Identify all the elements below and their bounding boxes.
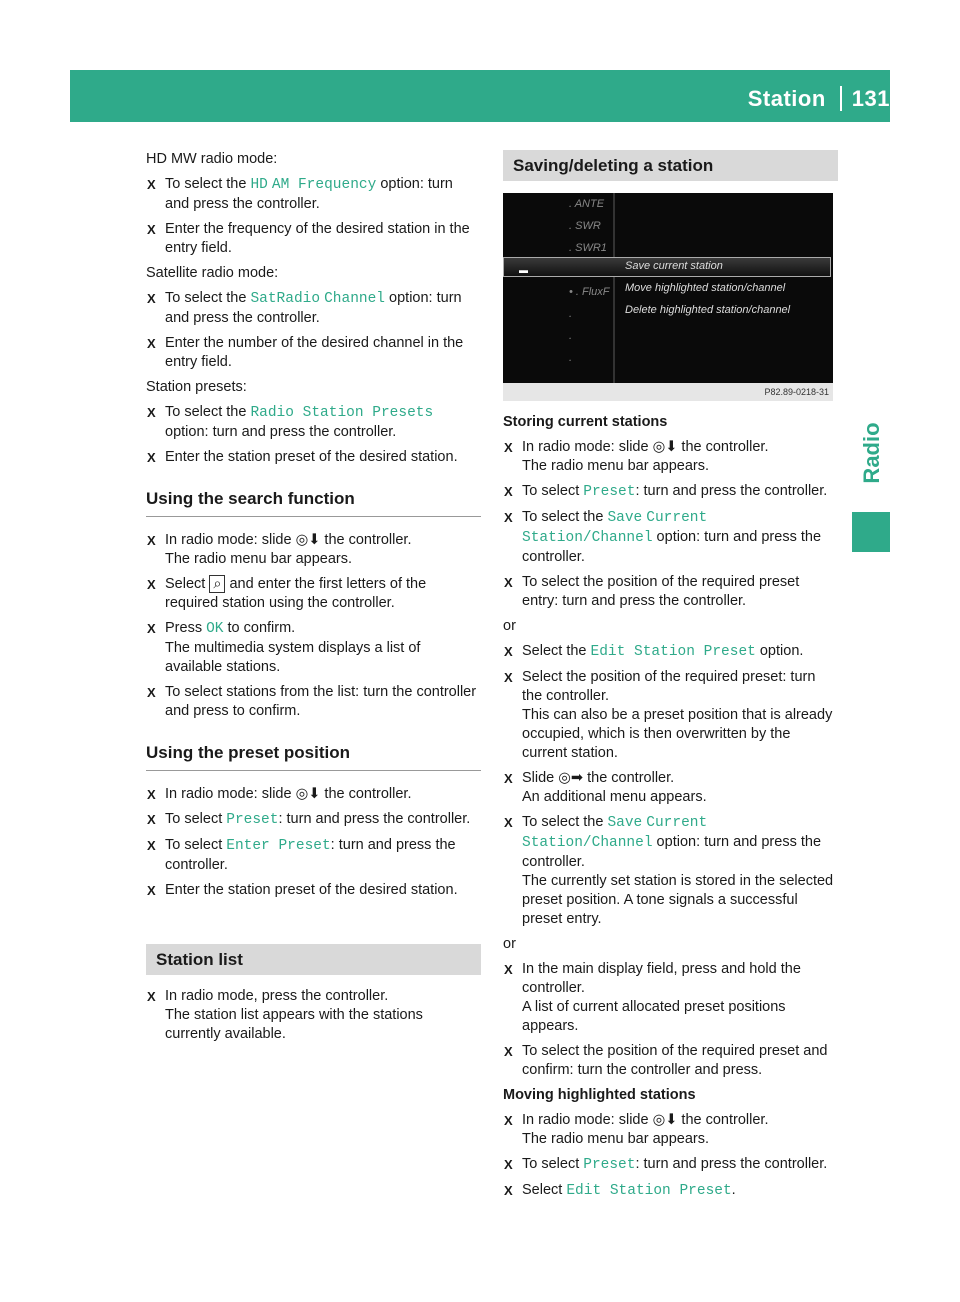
step: X To select Preset: turn and press the controller. — [146, 810, 481, 830]
or-label: or — [503, 618, 516, 634]
or-label: or — [503, 936, 516, 952]
step: X Select Edit Station Preset. — [503, 1181, 838, 1201]
step: X In radio mode: slide ◎⬇ the controller. — [146, 785, 481, 804]
step: X Enter the number of the desired channel in the entry field. — [146, 334, 481, 372]
step: X Select ⌕ and enter the first letters of the required station using the controller. — [146, 575, 481, 613]
step: X To select the Save Current Station/Channel option: turn and press the controller. The currently set station is stored in the selected preset position. A tone signals a successful preset entry. — [503, 813, 838, 929]
step: X To select the Radio Station Presets option: turn and press the controller. — [146, 403, 481, 442]
slide-down-icon: ◎⬇ — [652, 439, 678, 455]
step: X To select the HD AM Frequency option: turn and press the controller. — [146, 175, 481, 214]
preset-heading: Using the preset position — [146, 743, 481, 771]
step: X In radio mode: slide ◎⬇ the controller. The radio menu bar appears. — [503, 438, 838, 476]
step: X To select Preset: turn and press the controller. — [503, 482, 838, 502]
storing-heading: Storing current stations — [503, 414, 668, 430]
side-marker — [852, 512, 890, 552]
step: X Enter the station preset of the desired station. — [146, 448, 481, 467]
step: X To select the position of the required preset entry: turn and press the controller. — [503, 573, 838, 611]
hd-intro: HD MW radio mode: — [146, 151, 278, 167]
search-icon: ⌕ — [209, 575, 225, 593]
step: X To select the Save Current Station/Channel option: turn and press the controller. — [503, 508, 838, 567]
moving-heading: Moving highlighted stations — [503, 1087, 696, 1103]
sat-intro: Satellite radio mode: — [146, 265, 279, 281]
step: X To select Enter Preset: turn and press the controller. — [146, 836, 481, 875]
step: X In radio mode, press the controller. The station list appears with the stations currently available. — [146, 987, 481, 1044]
station-icon: ▬ — [519, 265, 528, 275]
right-column — [503, 150, 838, 1207]
step: X In the main display field, press and hold the controller. A list of current allocated preset positions appears. — [503, 960, 838, 1036]
step: X Select the position of the required preset: turn the controller. This can also be a preset position that is already occupied, which is then overwritten by the current station. — [503, 668, 838, 763]
step: X To select stations from the list: turn the controller and press to confirm. — [146, 683, 481, 721]
side-tab — [852, 402, 890, 502]
slide-down-icon: ◎⬇ — [295, 532, 321, 548]
section-title: Station — [748, 86, 842, 111]
step: X Enter the frequency of the desired station in the entry field. — [146, 220, 481, 258]
step: X To select the position of the required preset and confirm: turn the controller and press. — [503, 1042, 838, 1080]
slide-right-icon: ◎➡ — [558, 770, 584, 786]
station-list-heading: Station list — [146, 944, 481, 975]
step: X To select Preset: turn and press the controller. — [503, 1155, 838, 1175]
step: X In radio mode: slide ◎⬇ the controller. The radio menu bar appears. — [503, 1111, 838, 1149]
step: X To select the SatRadio Channel option: turn and press the controller. — [146, 289, 481, 328]
search-heading: Using the search function — [146, 489, 481, 517]
step: X Enter the station preset of the desired station. — [146, 881, 481, 900]
page-number: 131 — [851, 86, 890, 111]
saving-heading: Saving/deleting a station — [503, 150, 838, 181]
slide-down-icon: ◎⬇ — [652, 1112, 678, 1128]
radio-screen-image: . ANTE . SWR . SWR1 • . FluxF . . . ▬ Save current station Move highlighted station/channel Delete highlighted station/channel P82.89-0218-31 — [503, 193, 833, 401]
slide-down-icon: ◎⬇ — [295, 786, 321, 802]
side-tab-label: Radio — [859, 422, 884, 484]
step: X Select the Edit Station Preset option. — [503, 642, 838, 662]
step: X Slide ◎➡ the controller. An additional menu appears. — [503, 769, 838, 807]
page-header — [690, 86, 890, 112]
step: X In radio mode: slide ◎⬇ the controller. The radio menu bar appears. — [146, 531, 481, 569]
presets-intro: Station presets: — [146, 379, 247, 395]
step: X Press OK to confirm. The multimedia system displays a list of available stations. — [146, 619, 481, 677]
left-column — [146, 150, 481, 1050]
